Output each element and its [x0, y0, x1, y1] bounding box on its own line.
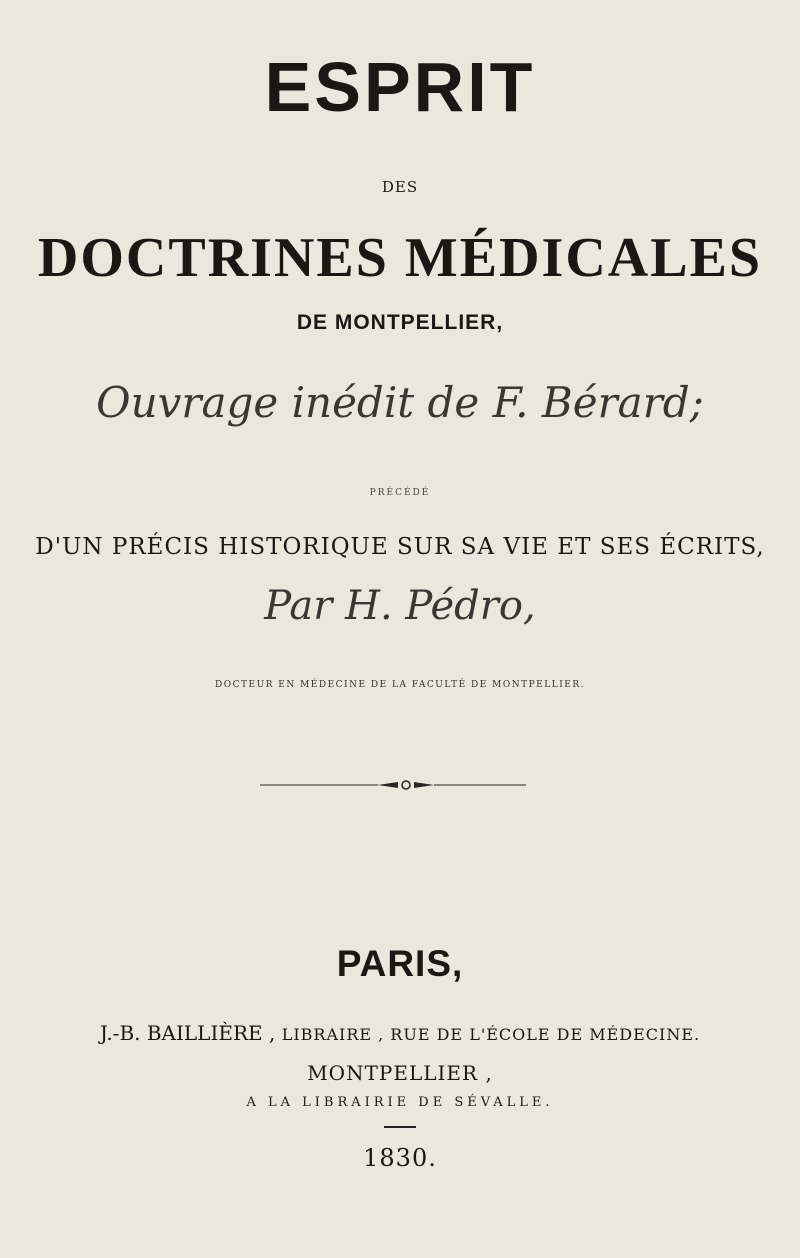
precis-line: D'UN PRÉCIS HISTORIQUE SUR SA VIE ET SES ÉCRITS, [35, 534, 765, 560]
imprint-second-city: MONTPELLIER , [307, 1061, 493, 1085]
handwritten-author: Par H. Pédro, [264, 583, 536, 629]
year-rule [384, 1126, 416, 1128]
publisher-name: J.-B. BAILLIÈRE , [99, 1021, 276, 1045]
title-des: DES [381, 178, 419, 196]
title-montpellier: DE MONTPELLIER, [296, 311, 504, 334]
imprint-publisher-line [0, 1023, 800, 1043]
imprint-second-bookseller: A LA LIBRAIRIE DE SÉVALLE. [246, 1095, 554, 1110]
imprint-city: PARIS, [336, 943, 464, 984]
precede-label: PRÉCÉDÉ [369, 488, 431, 498]
author-credentials: DOCTEUR EN MÉDECINE DE LA FACULTÉ DE MONTPELLIER. [215, 680, 585, 690]
handwritten-ouvrage: Ouvrage inédit de F. Bérard; [96, 378, 704, 427]
title-esprit: ESPRIT [264, 48, 536, 126]
title-doctrines: DOCTRINES MÉDICALES [37, 227, 763, 289]
imprint-year: 1830. [363, 1144, 437, 1172]
ornament-rule-icon [260, 770, 540, 800]
publisher-address: LIBRAIRE , RUE DE L'ÉCOLE DE MÉDECINE. [281, 1025, 701, 1044]
